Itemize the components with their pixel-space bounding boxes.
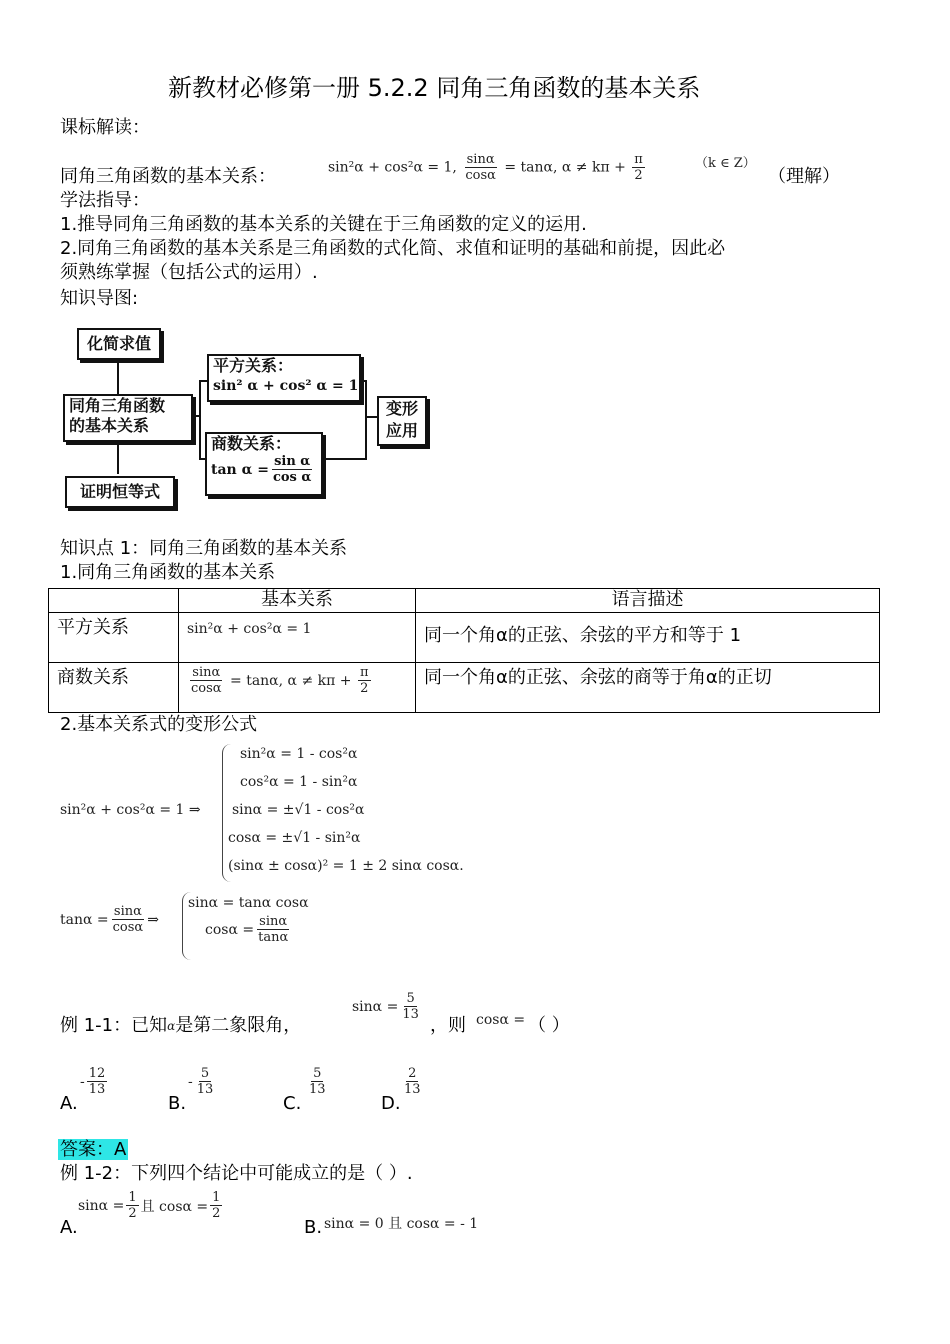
table-cell: 同一个角α的正弦、余弦的商等于角α的正切 [416, 663, 880, 713]
relation-fraction-sin-cos: $\frac{\sin\alpha}{\cos\alpha}$ [465, 152, 496, 183]
kp1-heading: 知识点 1：同角三角函数的基本关系 [60, 538, 348, 559]
table-header-cell: 基本关系 [179, 589, 416, 613]
table-row [49, 613, 880, 663]
map-connector [365, 416, 377, 418]
option-d-value: $\frac{2}{13}$ [404, 1066, 421, 1097]
relation-label: 同角三角函数的基本关系： [60, 166, 276, 187]
option-a-value: - $\frac{12}{13}$ [80, 1066, 106, 1097]
method-item-1: 1.推导同角三角函数的基本关系的关键在于三角函数的定义的运用. [60, 214, 587, 235]
map-connector [117, 358, 119, 398]
example1-stem: 例 1-1：已知$^\alpha$是第二象限角， [60, 1015, 302, 1036]
example2-option-b-label[interactable]: B. [304, 1217, 323, 1238]
case-line: cosα = ±√1 - sin²α [228, 830, 361, 846]
case-line: sinα = tanα cosα [188, 895, 309, 911]
option-b-value: - $\frac{5}{13}$ [188, 1066, 214, 1097]
case-line: sin²α = 1 - cos²α [240, 746, 358, 762]
relation-fraction-pi-2: $\frac{\pi}{2}$ [634, 152, 643, 183]
table-header-cell [49, 589, 179, 613]
case-line: cosα = $\frac{\sin\alpha}{\tan\alpha}$ [205, 914, 289, 945]
table-cell: 平方关系 [49, 613, 179, 663]
page-title: 新教材必修第一册 5.2.2 同角三角函数的基本关系 [168, 74, 701, 102]
curriculum-heading: 课标解读： [60, 117, 150, 138]
map-connector [365, 380, 367, 460]
option-c-label[interactable]: C. [283, 1093, 302, 1114]
relation-formula-square: sin²α + cos²α = 1, [328, 159, 457, 176]
case-line: cos²α = 1 - sin²α [240, 774, 358, 790]
knowledge-map [55, 310, 440, 515]
example2-stem: 例 1-2：下列四个结论中可能成立的是（ ）. [60, 1163, 413, 1184]
example2-option-a-label[interactable]: A. [60, 1217, 78, 1238]
table-header-cell: 语言描述 [416, 589, 880, 613]
relation-formula-tan: = tanα, α ≠ kπ + [504, 159, 626, 176]
kp2-sub: 2.基本关系式的变形公式 [60, 714, 258, 735]
table-row [49, 663, 880, 713]
map-apply-box: 变形 应用 [377, 396, 427, 446]
kp1-sub: 1.同角三角函数的基本关系 [60, 562, 276, 583]
option-a-label[interactable]: A. [60, 1093, 78, 1114]
example1-then: ，则 [430, 1015, 466, 1036]
table-cell: 同一个角α的正弦、余弦的平方和等于 1 [416, 613, 880, 663]
tan-lhs: tanα = $\frac{\sin\alpha}{\cos\alpha}$ ⇒ [60, 904, 159, 935]
option-d-label[interactable]: D. [381, 1093, 401, 1114]
example1-blank: （ ） [528, 1015, 570, 1036]
map-quotient-box: 商数关系： tan α = $\frac{\text{sin α}}{\text{cos α}}$ [205, 432, 323, 496]
relation-level: （理解） [768, 166, 840, 187]
option-c-value: $\frac{5}{13}$ [309, 1066, 326, 1097]
example1-given: sinα = $\frac{5}{13}$ [352, 991, 419, 1022]
map-connector [199, 380, 201, 458]
method-item-2-cont: 须熟练掌握（包括公式的运用）. [60, 262, 318, 283]
relation-formula [328, 152, 647, 183]
map-connector [117, 438, 119, 474]
map-prove-box: 证明恒等式 [65, 476, 175, 508]
example2-option-b-value: sinα = 0 且 cosα = - 1 [324, 1216, 479, 1232]
case-line: (sinα ± cosα)² = 1 ± 2 sinα cosα. [228, 858, 464, 874]
map-connector [317, 458, 365, 460]
table-header-row [49, 589, 880, 613]
case-line: sinα = ±√1 - cos²α [232, 802, 365, 818]
map-simplify-box: 化简求值 [77, 328, 161, 360]
map-connector [199, 380, 207, 382]
option-b-label[interactable]: B. [168, 1093, 187, 1114]
method-heading: 学法指导： [60, 190, 150, 211]
method-item-2: 2.同角三角函数的基本关系是三角函数的式化简、求值和证明的基础和前提，因此必 [60, 238, 726, 259]
table-cell: sin²α + cos²α = 1 [179, 613, 416, 663]
map-square-box: 平方关系： sin² α + cos² α = 1 [207, 354, 361, 402]
relations-table [48, 588, 880, 713]
example1-answer: 答案：A [60, 1139, 127, 1160]
table-cell: 商数关系 [49, 663, 179, 713]
relation-condition: （k ∈ Z） [695, 156, 756, 171]
table-cell: $\frac{\sin\alpha}{\cos\alpha}$ = tanα, α ≠ kπ + $\frac{\pi}{2}$ [179, 663, 416, 713]
example1-target: cosα = [476, 1012, 526, 1028]
identity-lhs: sin²α + cos²α = 1 ⇒ [60, 802, 201, 818]
map-center-box: 同角三角函数 的基本关系 [63, 394, 193, 442]
map-heading: 知识导图: [60, 288, 139, 309]
example2-option-a-value: sinα = $\frac{1}{2}$ 且 cosα = $\frac{1}{2}$ [78, 1190, 221, 1221]
